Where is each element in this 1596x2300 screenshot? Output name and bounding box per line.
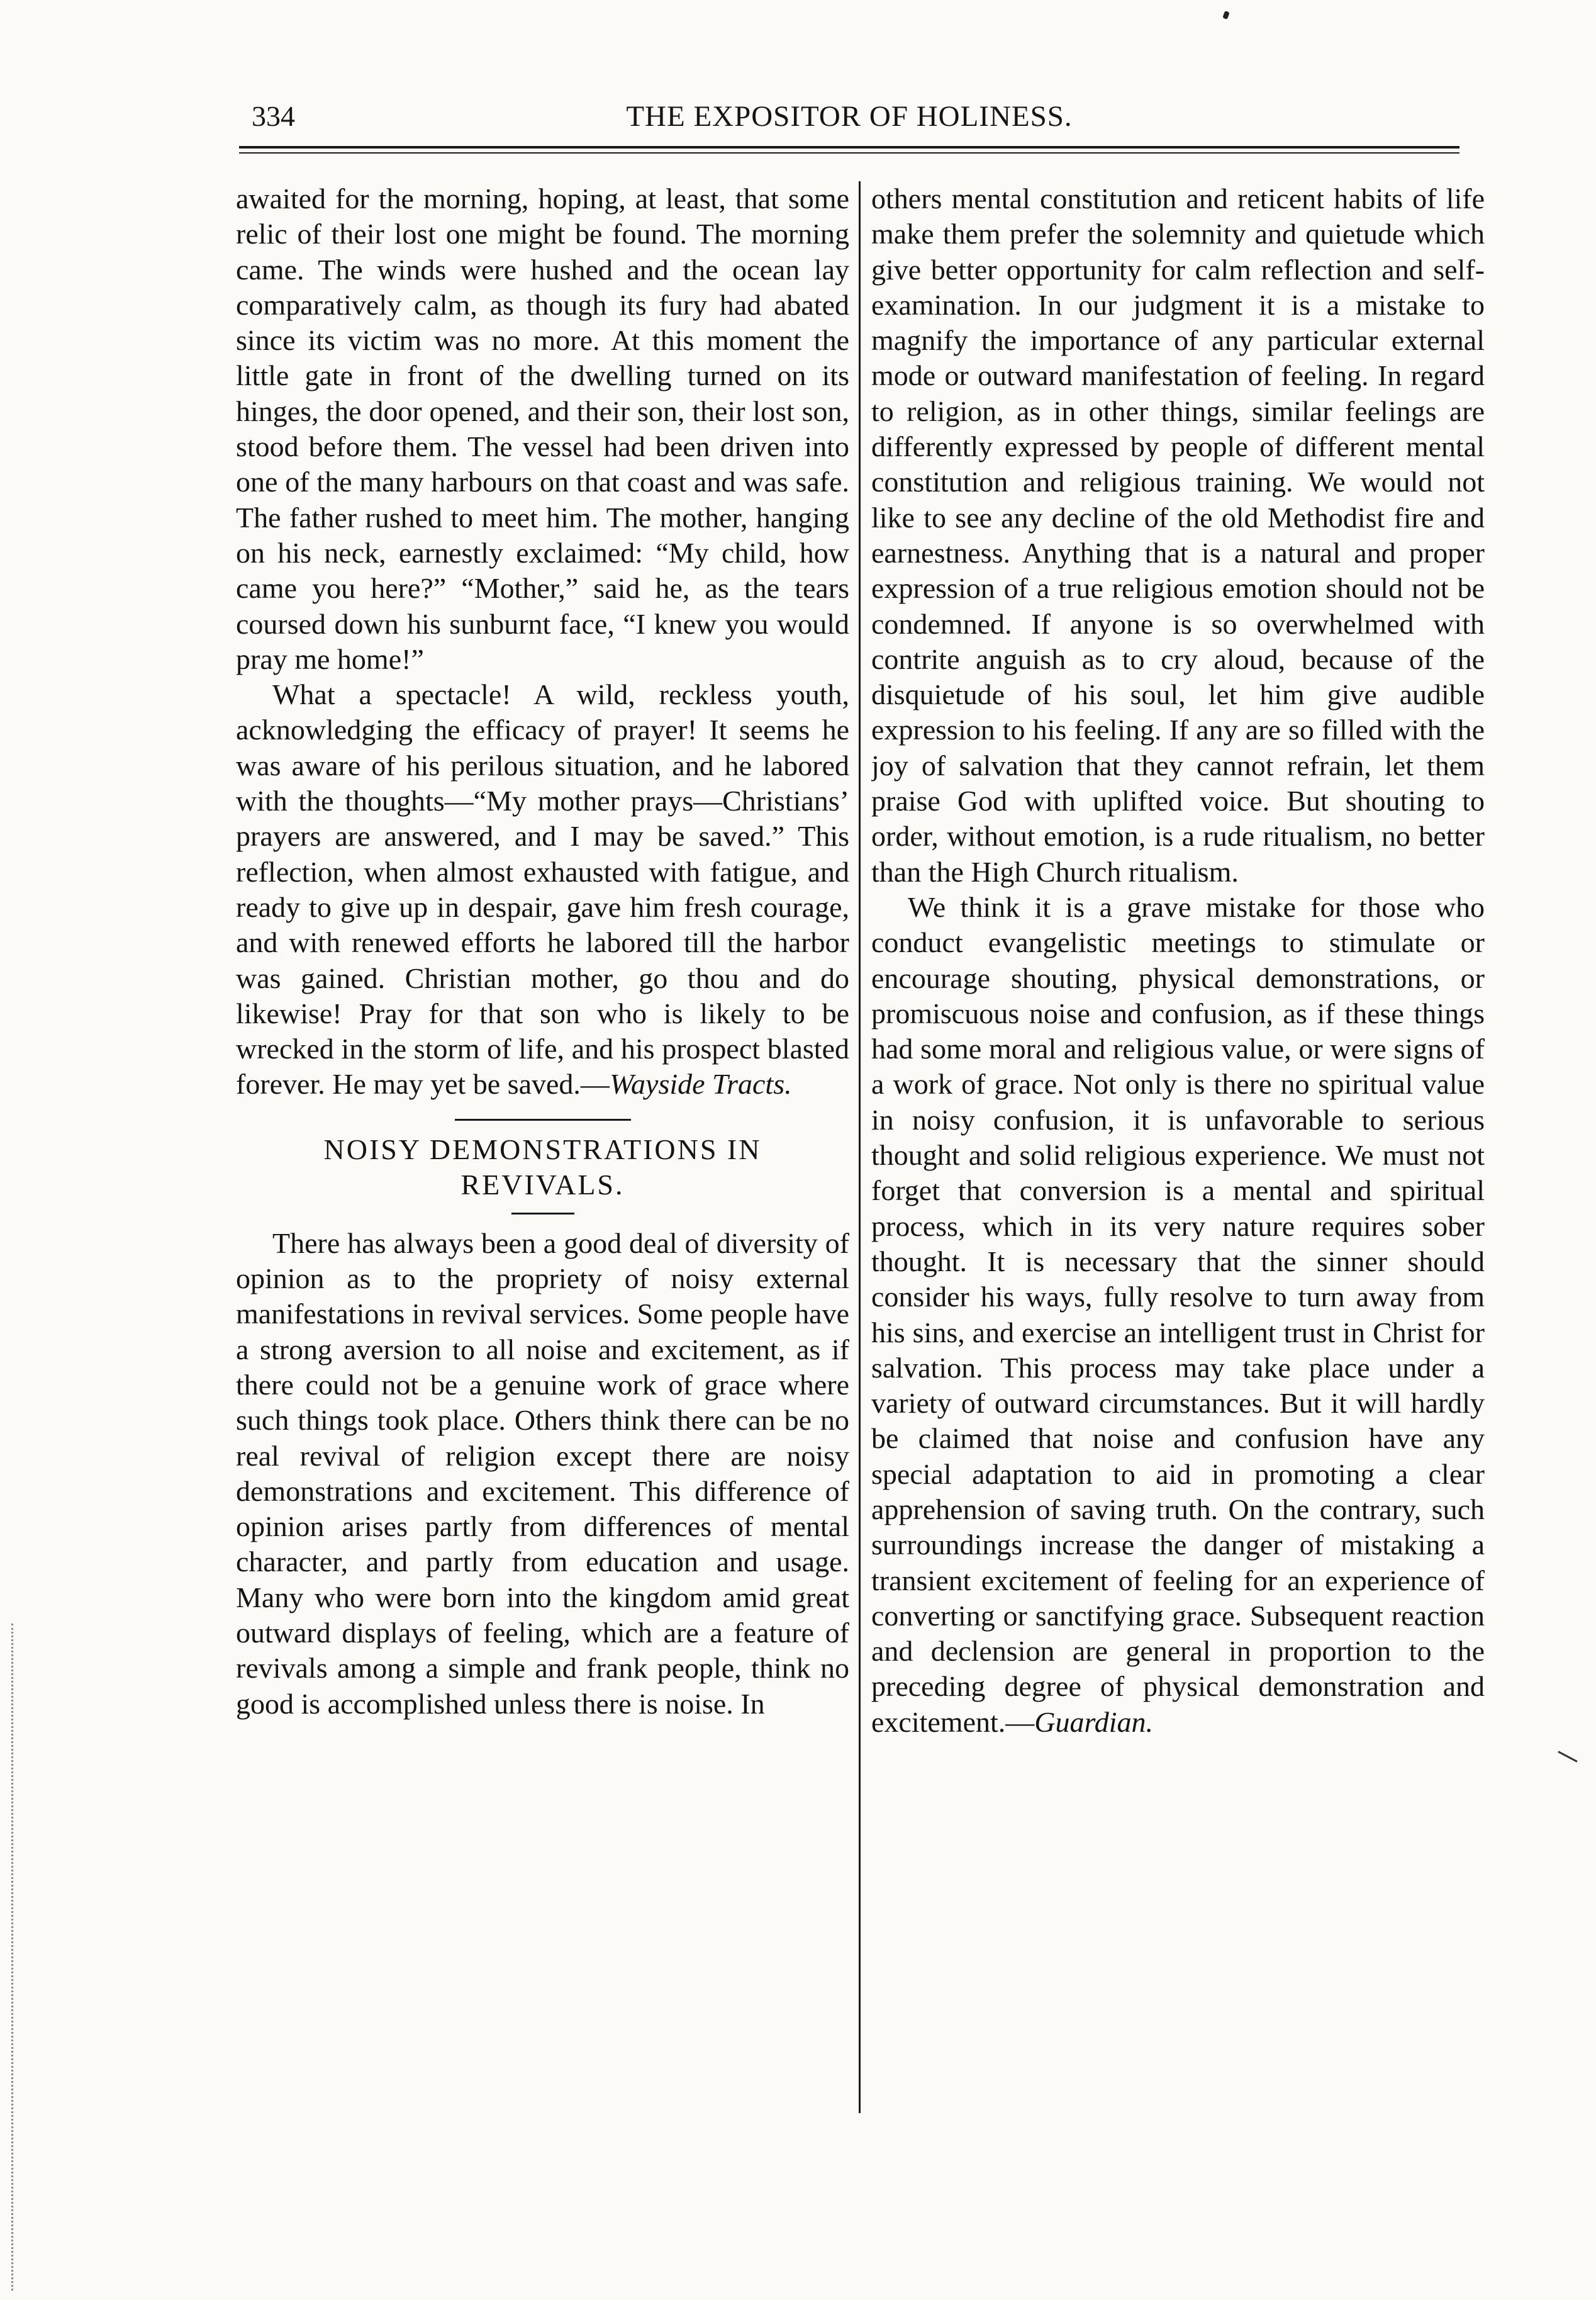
running-title: THE EXPOSITOR OF HOLINESS. [626, 100, 1073, 133]
section-title: NOISY DEMONSTRATIONS IN REVIVALS. [323, 1133, 762, 1201]
right-paragraph-2-text: We think it is a grave mistake for those who conduct evangelistic meetings to stimulate or encourage shouting, physical demonstrations, or promiscuous noise and confusion, as if these things had some moral and religious value, or were signs of a work of grace. Not only is there no spiritual value in noisy confusion, it is unfavorable to serious thought and solid religious experience. We must not forget that conversion is a mental and spiritual process, which in its very nature requires sober thought. It is necessary that the sinner should consider his ways, fully resolve to turn away from his sins, and exercise an intelligent trust in Christ for salvation. This process may take place under a variety of outward circumstances. But it will hardly be claimed that noise and confusion have any special adaptation to aid in promoting a clear apprehension of saving truth. On the contrary, such surroundings increase the danger of mistaking a transient excitement of feeling for an experience of converting or sanctifying grace. Subsequent reaction and declension are general in proportion to the preceding degree of physical demonstration and excitement.— [871, 890, 1485, 1738]
left-paragraph-1: awaited for the morning, hoping, at least, that some relic of their lost one might be found. The morning came. The winds were hushed and the ocean lay comparatively calm, as though its fury had abated since its victim was no more. At this moment the little gate in front of the dwelling turned on its hinges, the door opened, and their son, their lost son, stood before them. The vessel had been driven into one of the many harbours on that coast and was safe. The father rushed to meet him. The mother, hanging on his neck, earnestly exclaimed: “My child, how came you here?” “Mother,” said he, as the tears coursed down his sunburnt face, “I knew you would pray me home!” [236, 182, 849, 675]
header-double-rule [239, 146, 1459, 154]
title-short-rule [511, 1213, 574, 1215]
right-paragraph-2 [871, 890, 1485, 1740]
left-paragraph-3: There has always been a good deal of diversity of opinion as to the propriety of noisy external manifestations in revival services. Some people have a strong aversion to all noise and excitement, as if there could not be a genuine work of grace where such things took place. Others think there can be no real revival of religion except there are noisy demonstrations and excitement. This difference of opinion arises partly from differences of mental character, and partly from education and usage. Many who were born into the kingdom amid great outward displays of feeling, which are a feature of revivals among a simple and frank people, think no good is accomplished unless there is noise. In [236, 1226, 849, 1720]
margin-scan-artifact [11, 1624, 22, 2291]
right-paragraph-1: others mental constitution and reticent habits of life make them prefer the solemnity and quietude which give better opportunity for calm reflection and self-examination. In our judgment it is a mistake to magnify the importance of any particular external mode or outward manifestation of feeling. In regard to religion, as in other things, similar feelings are differently expressed by people of different mental constitution and religious training. We would not like to see any decline of the old Methodist fire and earnestness. Anything that is a natural and proper expression of a true religious emotion should not be condemned. If anyone is so overwhelmed with contrite anguish as to cry aloud, because of the disquietude of his soul, let him give audible expression to his feeling. If any are so filled with the joy of salvation that they cannot refrain, let them praise God with uplifted voice. But shouting to order, without emotion, is a rude ritualism, no better than the High Church ritualism. [871, 182, 1485, 888]
wayside-tracts-source: Wayside Tracts. [609, 1068, 792, 1101]
margin-pencil-mark [1558, 1751, 1577, 1763]
left-paragraph-2 [236, 677, 849, 1102]
column-divider [859, 181, 861, 2113]
guardian-source: Guardian. [1034, 1705, 1153, 1738]
ink-speck-mark [1222, 11, 1230, 20]
left-column [236, 181, 849, 2126]
right-column [871, 181, 1485, 2126]
page-header [239, 94, 1459, 138]
left-paragraph-2-text: What a spectacle! A wild, reckless youth, acknowledging the efficacy of prayer! It seems he was aware of his perilous situation, and he labored with the thoughts—“My mother prays—Christians’ prayers are answered, and I may be saved.” This reflection, when almost exhausted with fatigue, and ready to give up in despair, gave him fresh courage, and with renewed efforts he labored till the harbor was gained. Christian mother, go thou and do likewise! Pray for that son who is likely to be wrecked in the storm of life, and his prospect blasted forever. He may yet be saved.— [236, 678, 849, 1101]
page-number: 334 [252, 100, 295, 132]
section-separator-rule [455, 1119, 631, 1121]
